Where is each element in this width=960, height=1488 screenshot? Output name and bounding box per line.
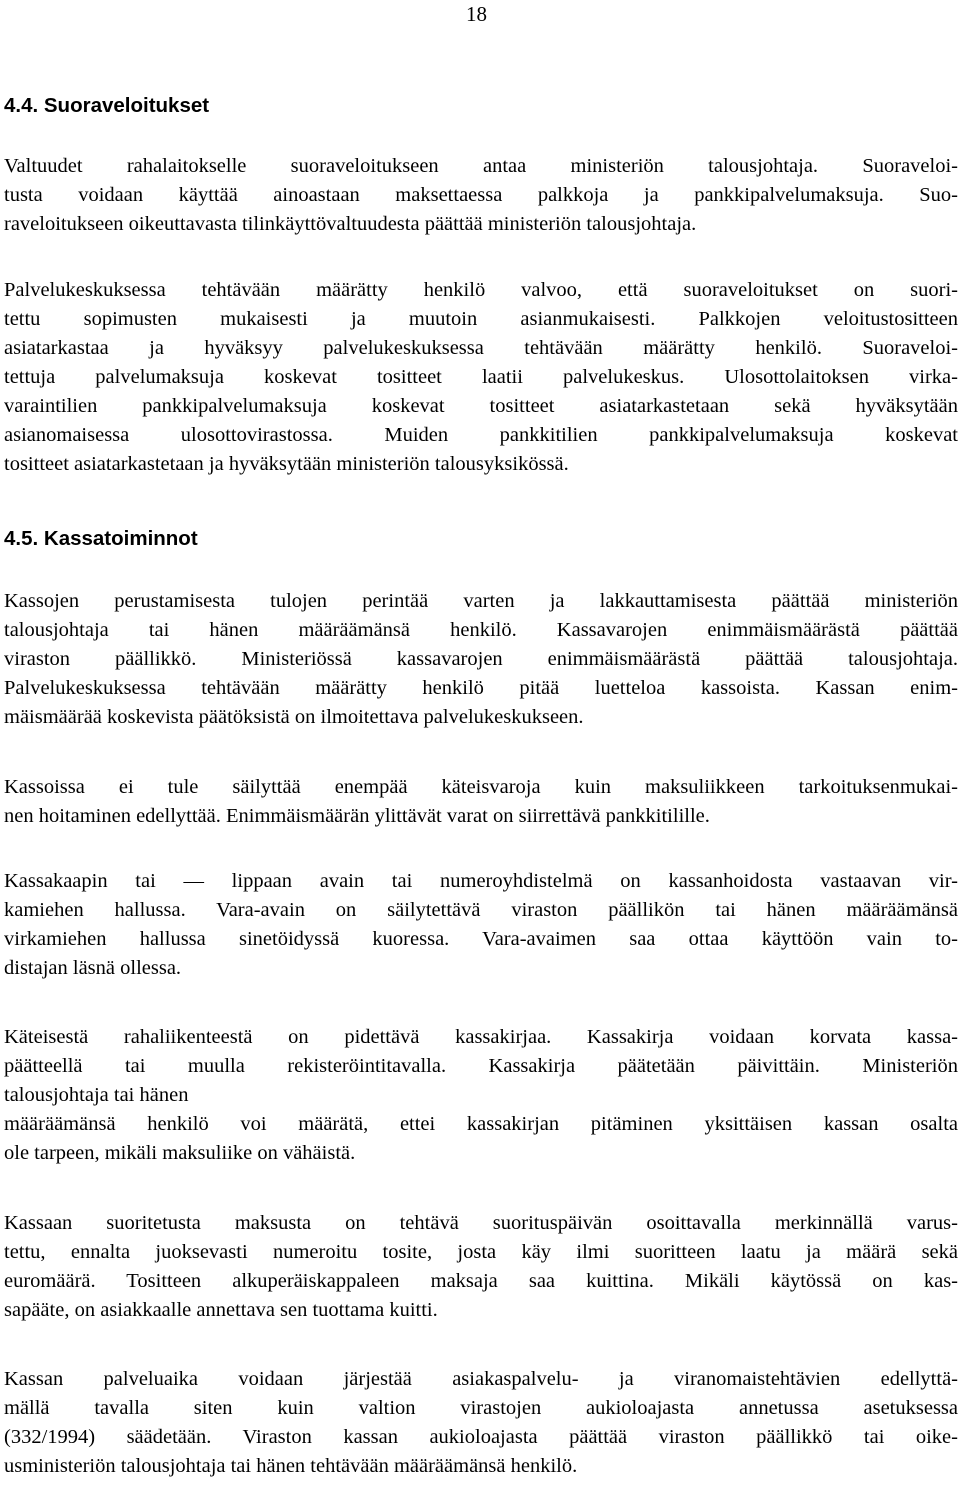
- paragraph-4-5-1: [4, 587, 958, 732]
- text-line: tettuja palvelumaksuja koskevat tositteet laatii palvelukeskus. Ulosottolaitoksen virka-: [4, 366, 958, 388]
- section-heading-4-4: 4.4. Suoraveloitukset: [4, 94, 210, 117]
- text-line: tettu sopimusten mukaisesti ja muutoin asianmukaisesti. Palkkojen veloitustositteen: [4, 308, 958, 330]
- text-line: (332/1994) säädetään. Viraston kassan aukioloajasta päättää viraston päällikkö tai oike-: [4, 1426, 958, 1448]
- text-line: määräämänsä henkilö voi määrätä, ettei kassakirjan pitäminen yksittäisen kassan osalta: [4, 1113, 958, 1135]
- text-line: nen hoitaminen edellyttää. Enimmäismäärän ylittävät varat on siirrettävä pankkitilille.: [4, 805, 710, 827]
- text-line: asianomaisessa ulosottovirastossa. Muiden pankkitilien pankkipalvelumaksuja koskevat: [4, 424, 958, 446]
- text-line: tositteet asiatarkastetaan ja hyväksytään ministeriön talousyksikössä.: [4, 453, 569, 475]
- text-line: Kassaan suoritetusta maksusta on tehtävä suorituspäivän osoittavalla merkinnällä varus-: [4, 1212, 958, 1234]
- section-heading-4-5: 4.5. Kassatoiminnot: [4, 527, 198, 550]
- text-line: raveloitukseen oikeuttavasta tilinkäyttövaltuudesta päättää ministeriön talousjohtaja.: [4, 213, 697, 235]
- paragraph-4-4-1: [4, 152, 958, 239]
- text-line: sapääte, on asiakkaalle annettava sen tuottama kuitti.: [4, 1299, 438, 1321]
- text-line: viraston päällikkö. Ministeriössä kassavarojen enimmäismäärästä päättää talousjohtaja.: [4, 648, 958, 670]
- text-line: Kassan palveluaika voidaan järjestää asiakaspalvelu- ja viranomaistehtävien edellyttä-: [4, 1368, 958, 1390]
- text-line: päätteellä tai muulla rekisteröintitavalla. Kassakirja päätetään päivittäin. Ministeriön: [4, 1055, 958, 1077]
- text-line: virkamiehen hallussa sinetöidyssä kuoressa. Vara-avaimen saa ottaa käyttöön vain to-: [4, 928, 958, 950]
- text-line: kamiehen hallussa. Vara-avain on säilytettävä viraston päällikön tai hänen määräämänsä: [4, 899, 958, 921]
- paragraph-4-5-4: [4, 1023, 958, 1168]
- text-line: talousjohtaja tai hänen määräämänsä henkilö. Kassavarojen enimmäismäärästä päättää: [4, 619, 958, 641]
- text-line: mällä tavalla siten kuin valtion virastojen aukioloajasta annetussa asetuksessa: [4, 1397, 958, 1419]
- text-line: Valtuudet rahalaitokselle suoraveloitukseen antaa ministeriön talousjohtaja. Suoraveloi-: [4, 155, 958, 177]
- text-line: ole tarpeen, mikäli maksuliike on vähäistä.: [4, 1142, 356, 1164]
- text-line: distajan läsnä ollessa.: [4, 957, 182, 979]
- text-line: Kassojen perustamisesta tulojen perintää varten ja lakkauttamisesta päättää ministeriön: [4, 590, 958, 612]
- paragraph-4-5-5: [4, 1209, 958, 1325]
- text-line: Kassoissa ei tule säilyttää enempää käteisvaroja kuin maksuliikkeen tarkoituksenmukai-: [4, 776, 958, 798]
- text-line: tusta voidaan käyttää ainoastaan maksettaessa palkkoja ja pankkipalvelumaksuja. Suo-: [4, 184, 958, 206]
- text-line: usministeriön talousjohtaja tai hänen tehtävään määräämänsä henkilö.: [4, 1455, 578, 1477]
- text-line: Käteisestä rahaliikenteestä on pidettävä kassakirjaa. Kassakirja voidaan korvata kassa-: [4, 1026, 958, 1048]
- text-line: varaintilien pankkipalvelumaksuja koskevat tositteet asiatarkastetaan sekä hyväksytään: [4, 395, 958, 417]
- text-line: talousjohtaja tai hänen: [4, 1084, 189, 1106]
- text-line: Palvelukeskuksessa tehtävään määrätty henkilö valvoo, että suoraveloitukset on suori-: [4, 279, 958, 301]
- paragraph-4-5-3: [4, 867, 958, 983]
- page-number: 18: [466, 2, 487, 26]
- paragraph-4-5-6: [4, 1365, 958, 1481]
- text-line: euromäärä. Tositteen alkuperäiskappaleen maksaja saa kuittina. Mikäli käytössä on kas-: [4, 1270, 958, 1292]
- text-line: asiatarkastaa ja hyväksyy palvelukeskuksessa tehtävään määrätty henkilö. Suoraveloi-: [4, 337, 958, 359]
- text-line: tettu, ennalta juoksevasti numeroitu tosite, josta käy ilmi suoritteen laatu ja määrä sekä: [4, 1241, 958, 1263]
- text-line: Palvelukeskuksessa tehtävään määrätty henkilö pitää luetteloa kassoista. Kassan enim-: [4, 677, 958, 699]
- text-line: Kassakaapin tai — lippaan avain tai numeroyhdistelmä on kassanhoidosta vastaavan vir-: [4, 870, 958, 892]
- text-line: mäismäärää koskevista päätöksistä on ilmoitettava palvelukeskukseen.: [4, 706, 584, 728]
- paragraph-4-5-2: [4, 773, 958, 831]
- paragraph-4-4-2: [4, 276, 958, 479]
